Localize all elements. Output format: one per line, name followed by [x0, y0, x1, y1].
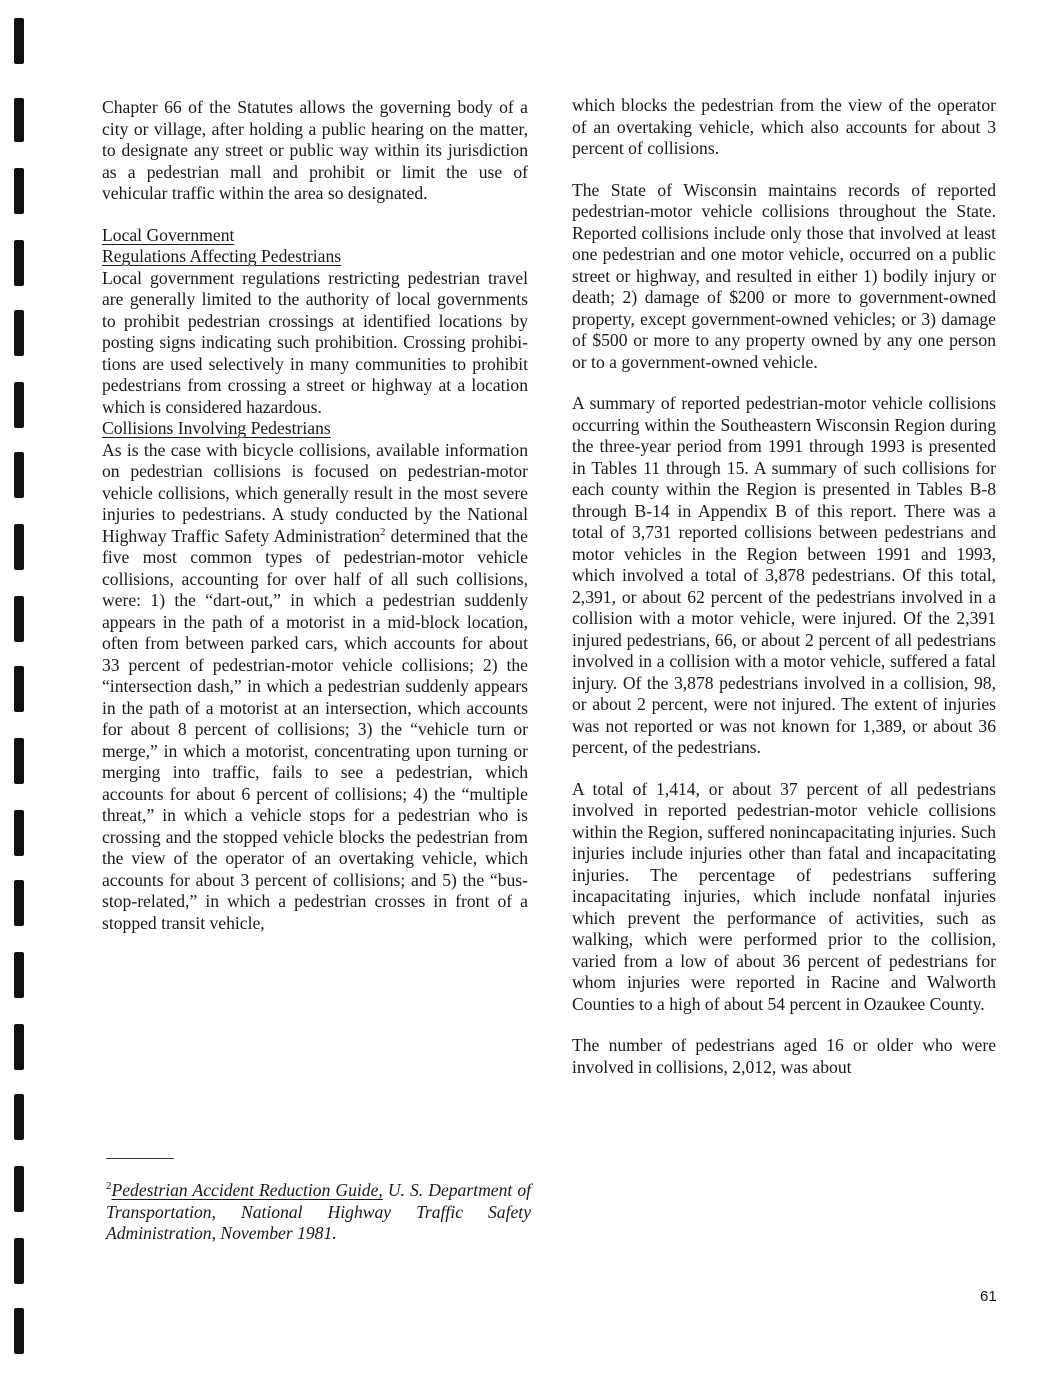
right-column: [572, 95, 996, 1078]
binding-hole: [14, 1024, 24, 1070]
body-paragraph: Chapter 66 of the Statutes allows the governing body of a city or village, after holding a public hearing on the matter, to designate any street or public way within its jurisdiction as a pedestrian mall and prohibit or limit the use of vehicular traffic within the area so designated.: [102, 97, 528, 203]
binding-hole: [14, 452, 24, 498]
binding-hole: [14, 880, 24, 926]
heading-line: Regulations Affecting Pedestrians: [102, 246, 342, 266]
binding-hole: [14, 596, 24, 642]
binding-hole: [14, 98, 24, 142]
heading-line: Local Government: [102, 224, 235, 245]
body-paragraph: The State of Wisconsin maintains records of reported pedestrian-motor vehicle collisions throughout the State. Reported collisions include only those that involved at least one pedestrian and one motor vehicle, occurred on a public street or highway, and resulted in either 1) bodily injury or death; 2) damage of $200 or more to government-owned property, except government-owned vehicles; or 3) damage of $500 or more to any property owned by any one person or to a government-owned vehicle.: [572, 179, 996, 372]
binding-hole: [14, 18, 24, 64]
section-heading: Collisions Involving Pedestrians: [102, 418, 331, 438]
page-number: 61: [980, 1288, 997, 1305]
body-paragraph: Local government regulations restricting pedestrian travel are generally limited to the authority of local governments to prohibit pedestrian crossings at identified locations by posting signs indicating such prohibition. Crossing prohibitions are used selectively in many communities to prohibit pedestrians from crossing a street or highway at a location which is considered hazardous.: [102, 267, 528, 417]
body-paragraph: [102, 440, 528, 935]
binding-hole: [14, 952, 24, 998]
binding-hole: [14, 240, 24, 286]
section-heading: [102, 225, 528, 268]
body-paragraph: A summary of reported pedestrian-motor vehicle collisions occurring within the Southeastern Wisconsin Region during the three-year period from 1991 through 1993 is presented in Tables 11 through 15. A summary of such collisions for each county within the Region is presented in Tables B-8 through B-14 in Appendix B of this report. There was a total of 3,731 reported collisions between pedestrians and motor vehicles in the Region between 1991 and 1993, which involved a total of 3,878 pedestrians. Of this total, 2,391, or about 62 percent of the pedestrians involved in a collision with a motor vehicle, were injured. Of the 2,391 injured pedestrians, 66, or about 2 percent of all pedestrians involved in a collision with a motor vehicle, suffered a fatal injury. Of the 3,878 pedestrians involved in a collision, 98, or about 2 percent, were not injured. The extent of injuries was not reported or was not known for 1,389, or about 36 percent, of the pedestrians.: [572, 393, 996, 757]
binding-hole: [14, 310, 24, 356]
paragraph-text: determined that the five most common types of pedestrian-motor vehicle collisions, accounting for over half of all such collisions, were: 1) the “dart-out,” in which a pedestrian suddenly appears in the path of a motorist in a mid-block location, often from between parked cars, which accounts for about 33 percent of pedestrian-motor vehicle collisions; 2) the “intersection dash,” in which a pedestrian suddenly appears in the path of a motorist at an intersection, which accounts for about 8 percent of collisions; 3) the “vehicle turn or merge,” in which a motorist, concentrating upon turning or merging into traffic, fails to see a pedestrian, which accounts for about 6 percent of collisions; 4) the “multiple threat,” in which a vehicle stops for a pedestrian who is crossing and the stopped vehicle blocks the pedestrian from the view of the operator of an overtaking vehicle, which accounts for about 3 percent of collisions; and 5) the “bus-stop-related,” in which a pedestrian crosses in front of a stopped transit vehicle,: [102, 525, 528, 933]
binding-hole: [14, 810, 24, 856]
body-paragraph: which blocks the pedestrian from the view of the operator of an overtaking vehicle, which also accounts for about 3 percent of collisions.: [572, 95, 996, 158]
binding-hole: [14, 382, 24, 428]
binding-hole: [14, 524, 24, 570]
footnote: [106, 1180, 531, 1245]
left-column: [102, 97, 528, 934]
body-paragraph: A total of 1,414, or about 37 percent of all pedestrians involved in reported pedestrian-motor vehicle collisions within the Region, suffered nonincapacitating injuries. Such injuries include injuries other than fatal and incapacitating injuries. The percentage of pedestrians suffering incapacitating injuries, which include nonfatal injuries which prevent the performance of activities, such as walking, which were performed prior to the collision, varied from a low of about 36 percent of pedestrians for whom injuries were reported in Racine and Walworth Counties to a high of about 54 percent in Ozaukee County.: [572, 778, 996, 1014]
footnote-title: Pedestrian Accident Reduction Guide,: [111, 1180, 383, 1200]
footnote-divider: [106, 1158, 174, 1159]
binding-margin: [0, 0, 40, 1380]
binding-hole: [14, 1166, 24, 1212]
binding-hole: [14, 168, 24, 214]
body-paragraph: The number of pedestrians aged 16 or older who were involved in collisions, 2,012, was about: [572, 1035, 996, 1077]
binding-hole: [14, 1238, 24, 1284]
footnote-mark: 2: [106, 1180, 112, 1193]
binding-hole: [14, 1308, 24, 1354]
footnote-reference: 2: [380, 525, 386, 538]
binding-hole: [14, 1094, 24, 1140]
footnote-text: U. S. Department of Transportation, National Highway Traffic Safety Administration, November 1981.: [106, 1180, 532, 1243]
binding-hole: [14, 666, 24, 712]
paragraph-text: As is the case with bicycle collisions, available information on pedestrian collisions is focused on pedestrian-motor vehicle collisions, which generally result in the most severe injuries to pedestrians. A study conducted by the National Highway Traffic Safety Administration: [102, 439, 528, 546]
binding-hole: [14, 738, 24, 784]
